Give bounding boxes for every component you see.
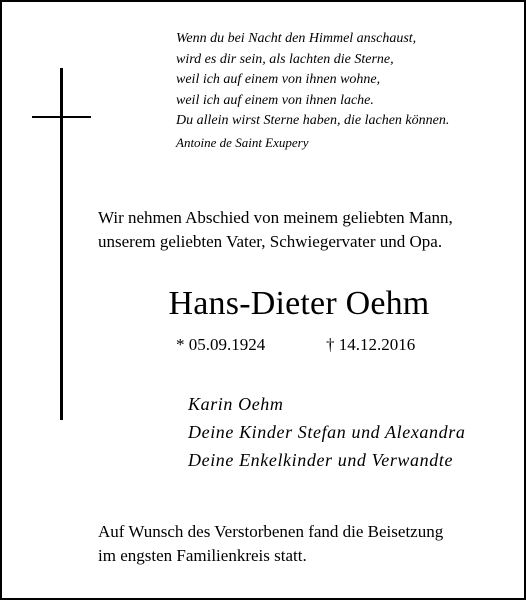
poem-line: weil ich auf einem von ihnen wohne, xyxy=(176,72,381,87)
closing-note xyxy=(98,520,518,568)
mourner-entry: Karin Oehm xyxy=(188,394,284,414)
poem-quote xyxy=(176,29,516,132)
poem-line: weil ich auf einem von ihnen lache. xyxy=(176,92,374,108)
mourner-entry: Deine Kinder Stefan und Alexandra xyxy=(188,422,466,442)
mourner-entry: Deine Enkelkinder und Verwandte xyxy=(188,450,454,470)
closing-line: im engsten Familienkreis statt. xyxy=(98,546,307,565)
poem-line: wird es dir sein, als lachten die Sterne, xyxy=(176,51,394,67)
poem-line: Du allein wirst Sterne haben, die lachen können. xyxy=(176,113,450,128)
cross-icon xyxy=(60,68,63,420)
death-date: † 14.12.2016 xyxy=(326,335,416,354)
cross-icon-crossbar xyxy=(32,116,91,118)
farewell-statement xyxy=(98,206,518,254)
poem-author: Antoine de Saint Exupery xyxy=(176,135,309,150)
mourners-list xyxy=(188,390,518,474)
farewell-line: unserem geliebten Vater, Schwiegervater und Opa. xyxy=(98,232,443,251)
birth-date: * 05.09.1924 xyxy=(176,335,266,354)
closing-line: Auf Wunsch des Verstorbenen fand die Beisetzung xyxy=(98,522,444,541)
poem-line: Wenn du bei Nacht den Himmel anschaust, xyxy=(176,31,417,46)
farewell-line: Wir nehmen Abschied von meinem geliebten Mann, xyxy=(98,208,453,227)
deceased-name: Hans-Dieter Oehm xyxy=(168,285,430,322)
